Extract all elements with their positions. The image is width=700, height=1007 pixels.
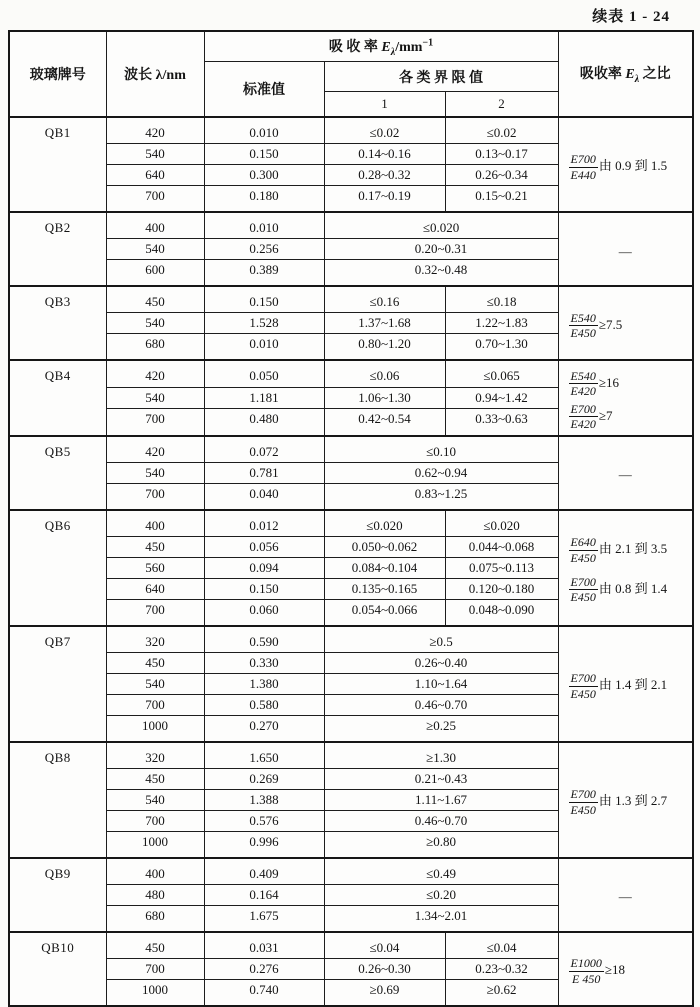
wavelength-cell: 450 <box>106 768 204 789</box>
limit-merged-cell: ≤0.20 <box>324 884 558 905</box>
wavelength-cell: 640 <box>106 165 204 186</box>
limit1-cell: ≤0.02 <box>324 117 445 144</box>
standard-value-cell: 0.580 <box>204 694 324 715</box>
limit-merged-cell: 0.46~0.70 <box>324 810 558 831</box>
wavelength-cell: 540 <box>106 239 204 260</box>
wavelength-cell: 400 <box>106 212 204 239</box>
limit1-cell: ≤0.04 <box>324 932 445 959</box>
limit2-cell: 0.048~0.090 <box>445 599 558 626</box>
absorption-header: 吸 收 率 $E_\lambda/mm^{-1}$ <box>204 31 558 62</box>
standard-value-cell: 0.056 <box>204 536 324 557</box>
ratio-fraction: $\frac{E700}{E420}$ <box>570 401 596 432</box>
standard-value-cell: 1.388 <box>204 789 324 810</box>
table-row <box>9 436 693 463</box>
wavelength-cell: 680 <box>106 905 204 932</box>
glass-grade-cell: QB9 <box>9 858 106 932</box>
standard-value-cell: 0.269 <box>204 768 324 789</box>
wavelength-cell: 450 <box>106 932 204 959</box>
limit1-cell: ≤0.16 <box>324 286 445 313</box>
wavelength-cell: 420 <box>106 360 204 387</box>
standard-value-cell: 1.181 <box>204 387 324 408</box>
limit-merged-cell: 1.34~2.01 <box>324 905 558 932</box>
wavelength-cell: 420 <box>106 436 204 463</box>
limit2-cell: 0.33~0.63 <box>445 408 558 435</box>
standard-value-cell: 1.528 <box>204 313 324 334</box>
limit-merged-cell: ≤0.020 <box>324 212 558 239</box>
limit2-cell: 0.26~0.34 <box>445 165 558 186</box>
wavelength-cell: 540 <box>106 789 204 810</box>
glass-grade-cell: QB1 <box>9 117 106 212</box>
limit2-header: 2 <box>445 92 558 118</box>
standard-value-cell: 0.050 <box>204 360 324 387</box>
wavelength-cell: 420 <box>106 117 204 144</box>
standard-value-cell: 0.164 <box>204 884 324 905</box>
standard-value-cell: 0.072 <box>204 436 324 463</box>
standard-value-cell: 0.150 <box>204 286 324 313</box>
limit-merged-cell: 0.20~0.31 <box>324 239 558 260</box>
limits-group-header: 各 类 界 限 值 <box>324 62 558 92</box>
limit2-cell: 0.70~1.30 <box>445 334 558 361</box>
limit1-cell: 0.17~0.19 <box>324 186 445 213</box>
wavelength-cell: 320 <box>106 742 204 769</box>
ratio-fraction: $\frac{E640}{E450}$ <box>570 535 596 565</box>
wavelength-cell: 320 <box>106 626 204 653</box>
standard-value-cell: 0.040 <box>204 483 324 510</box>
limit-merged-cell: 0.32~0.48 <box>324 260 558 287</box>
table-row <box>9 212 693 239</box>
standard-value-cell: 0.010 <box>204 334 324 361</box>
wavelength-cell: 450 <box>106 536 204 557</box>
header-row-1 <box>9 31 693 62</box>
wavelength-cell: 700 <box>106 186 204 213</box>
limit2-cell: 0.13~0.17 <box>445 144 558 165</box>
ratio-cell: $\frac{E700}{E450}$ 由 1.3 到 2.7 <box>558 742 693 858</box>
limit1-cell: 0.14~0.16 <box>324 144 445 165</box>
glass-grade-header: 玻璃牌号 <box>9 31 106 117</box>
ratio-cell: — <box>558 436 693 510</box>
glass-grade-cell: QB4 <box>9 360 106 436</box>
glass-grade-cell: QB7 <box>9 626 106 742</box>
ratio-fraction: $\frac{E700}{E450}$ <box>570 787 596 817</box>
wavelength-cell: 400 <box>106 510 204 537</box>
wavelength-cell: 700 <box>106 810 204 831</box>
standard-value-cell: 0.180 <box>204 186 324 213</box>
ratio-fraction: $\frac{E700}{E440}$ <box>570 152 596 182</box>
limit2-cell: ≤0.020 <box>445 510 558 537</box>
standard-value-cell: 0.256 <box>204 239 324 260</box>
glass-grade-cell: QB5 <box>9 436 106 510</box>
standard-value-cell: 0.740 <box>204 979 324 1006</box>
glass-grade-cell: QB6 <box>9 510 106 626</box>
ratio-fraction: $\frac{E540}{E450}$ <box>570 310 596 340</box>
wavelength-cell: 540 <box>106 387 204 408</box>
limit1-cell: ≤0.020 <box>324 510 445 537</box>
table-row <box>9 858 693 885</box>
limit1-header: 1 <box>324 92 445 118</box>
limit1-cell: ≥0.69 <box>324 979 445 1006</box>
limit-merged-cell: ≥0.80 <box>324 831 558 858</box>
wavelength-cell: 640 <box>106 578 204 599</box>
limit2-cell: 1.22~1.83 <box>445 313 558 334</box>
wavelength-cell: 680 <box>106 334 204 361</box>
wavelength-cell: 700 <box>106 483 204 510</box>
standard-value-cell: 0.276 <box>204 958 324 979</box>
limit-merged-cell: 0.21~0.43 <box>324 768 558 789</box>
limit-merged-cell: ≥0.25 <box>324 715 558 742</box>
standard-value-cell: 0.150 <box>204 144 324 165</box>
wavelength-cell: 540 <box>106 673 204 694</box>
standard-value-cell: 0.060 <box>204 599 324 626</box>
standard-value-cell: 0.300 <box>204 165 324 186</box>
wavelength-cell: 700 <box>106 694 204 715</box>
wavelength-cell: 450 <box>106 286 204 313</box>
limit-merged-cell: 0.46~0.70 <box>324 694 558 715</box>
limit1-cell: 1.06~1.30 <box>324 387 445 408</box>
limit1-cell: 0.26~0.30 <box>324 958 445 979</box>
wavelength-cell: 1000 <box>106 715 204 742</box>
wavelength-cell: 540 <box>106 313 204 334</box>
wavelength-cell: 700 <box>106 599 204 626</box>
ratio-fraction: $\frac{E540}{E420}$ <box>570 369 596 399</box>
wavelength-cell: 400 <box>106 858 204 885</box>
table-row <box>9 932 693 959</box>
limit1-cell: 0.054~0.066 <box>324 599 445 626</box>
glass-grade-cell: QB3 <box>9 286 106 360</box>
limit-merged-cell: ≥1.30 <box>324 742 558 769</box>
standard-value-cell: 0.996 <box>204 831 324 858</box>
limit-merged-cell: ≤0.10 <box>324 436 558 463</box>
limit2-cell: 0.15~0.21 <box>445 186 558 213</box>
wavelength-cell: 1000 <box>106 831 204 858</box>
absorption-spec-table <box>8 30 694 1007</box>
wavelength-cell: 540 <box>106 144 204 165</box>
limit-merged-cell: 0.26~0.40 <box>324 652 558 673</box>
standard-value-cell: 0.480 <box>204 408 324 435</box>
ratio-cell: $\frac{E540}{E450}$ ≥7.5 <box>558 286 693 360</box>
page-title: 续表 1 - 24 <box>592 9 670 25</box>
standard-value-header: 标准值 <box>204 62 324 118</box>
ratio-cell: $\frac{E540}{E420}$ ≥16 $\frac{E700}{E420}$ ≥7 <box>558 360 693 436</box>
standard-value-cell: 1.650 <box>204 742 324 769</box>
wavelength-cell: 700 <box>106 408 204 435</box>
table-row <box>9 360 693 387</box>
ratio-fraction: $\frac{E1000}{E 450}$ <box>570 956 602 986</box>
table-row <box>9 626 693 653</box>
limit1-cell: 1.37~1.68 <box>324 313 445 334</box>
ratio-cell: $\frac{E700}{E450}$ 由 1.4 到 2.1 <box>558 626 693 742</box>
limit2-cell: ≤0.04 <box>445 932 558 959</box>
ratio-header: 吸收率 $E_\lambda$ 之比 <box>558 31 693 117</box>
ratio-cell: — <box>558 858 693 932</box>
limit-merged-cell: 0.62~0.94 <box>324 462 558 483</box>
ratio-fraction: $\frac{E700}{E450}$ <box>570 575 596 605</box>
glass-grade-cell: QB10 <box>9 932 106 1006</box>
standard-value-cell: 0.010 <box>204 117 324 144</box>
glass-grade-cell: QB2 <box>9 212 106 286</box>
limit2-cell: ≤0.02 <box>445 117 558 144</box>
limit-merged-cell: ≥0.5 <box>324 626 558 653</box>
standard-value-cell: 0.010 <box>204 212 324 239</box>
standard-value-cell: 0.270 <box>204 715 324 742</box>
standard-value-cell: 0.781 <box>204 462 324 483</box>
wavelength-cell: 600 <box>106 260 204 287</box>
ratio-cell: — <box>558 212 693 286</box>
limit2-cell: 0.075~0.113 <box>445 557 558 578</box>
limit1-cell: 0.084~0.104 <box>324 557 445 578</box>
standard-value-cell: 0.330 <box>204 652 324 673</box>
wavelength-cell: 540 <box>106 462 204 483</box>
ratio-fraction: $\frac{E700}{E450}$ <box>570 671 596 701</box>
standard-value-cell: 0.590 <box>204 626 324 653</box>
standard-value-cell: 0.031 <box>204 932 324 959</box>
wavelength-cell: 560 <box>106 557 204 578</box>
limit2-cell: 0.044~0.068 <box>445 536 558 557</box>
standard-value-cell: 0.012 <box>204 510 324 537</box>
limit-merged-cell: 1.11~1.67 <box>324 789 558 810</box>
table-row <box>9 117 693 144</box>
limit2-cell: ≤0.18 <box>445 286 558 313</box>
glass-grade-cell: QB8 <box>9 742 106 858</box>
limit1-cell: 0.050~0.062 <box>324 536 445 557</box>
wavelength-header: 波长 λ/nm <box>106 31 204 117</box>
limit2-cell: ≤0.065 <box>445 360 558 387</box>
limit1-cell: ≤0.06 <box>324 360 445 387</box>
limit-merged-cell: 1.10~1.64 <box>324 673 558 694</box>
limit1-cell: 0.28~0.32 <box>324 165 445 186</box>
ratio-cell: $\frac{E700}{E440}$ 由 0.9 到 1.5 <box>558 117 693 212</box>
table-row <box>9 286 693 313</box>
table-row <box>9 742 693 769</box>
limit-merged-cell: 0.83~1.25 <box>324 483 558 510</box>
standard-value-cell: 0.576 <box>204 810 324 831</box>
standard-value-cell: 1.675 <box>204 905 324 932</box>
ratio-cell: $\frac{E640}{E450}$ 由 2.1 到 3.5 $\frac{E700}{E450}$ 由 0.8 到 1.4 <box>558 510 693 626</box>
limit-merged-cell: ≤0.49 <box>324 858 558 885</box>
standard-value-cell: 0.389 <box>204 260 324 287</box>
standard-value-cell: 1.380 <box>204 673 324 694</box>
standard-value-cell: 0.094 <box>204 557 324 578</box>
table-row <box>9 510 693 537</box>
limit2-cell: ≥0.62 <box>445 979 558 1006</box>
limit1-cell: 0.80~1.20 <box>324 334 445 361</box>
wavelength-cell: 480 <box>106 884 204 905</box>
standard-value-cell: 0.150 <box>204 578 324 599</box>
wavelength-cell: 450 <box>106 652 204 673</box>
standard-value-cell: 0.409 <box>204 858 324 885</box>
wavelength-cell: 1000 <box>106 979 204 1006</box>
limit1-cell: 0.42~0.54 <box>324 408 445 435</box>
limit2-cell: 0.94~1.42 <box>445 387 558 408</box>
wavelength-cell: 700 <box>106 958 204 979</box>
limit2-cell: 0.120~0.180 <box>445 578 558 599</box>
limit1-cell: 0.135~0.165 <box>324 578 445 599</box>
ratio-cell: $\frac{E1000}{E 450}$ ≥18 <box>558 932 693 1006</box>
limit2-cell: 0.23~0.32 <box>445 958 558 979</box>
